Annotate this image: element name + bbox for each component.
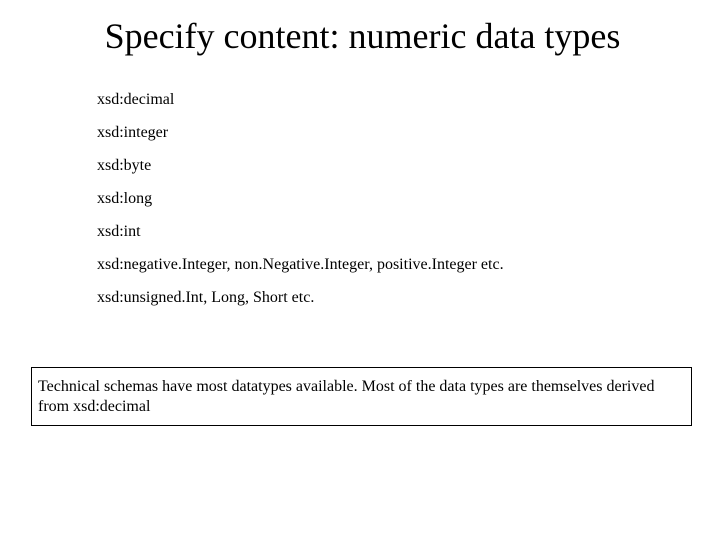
list-item: xsd:negative.Integer, non.Negative.Integer, positive.Integer etc.	[97, 256, 504, 273]
list-item: xsd:byte	[97, 157, 152, 174]
datatype-list	[97, 87, 504, 318]
list-item: xsd:decimal	[97, 91, 175, 108]
note-box: Technical schemas have most datatypes available. Most of the data types are themselves derived from xsd:decimal	[31, 367, 692, 426]
slide-title: Specify content: numeric data types	[104, 16, 621, 56]
list-item: xsd:unsigned.Int, Long, Short etc.	[97, 289, 315, 306]
list-item: xsd:int	[97, 223, 141, 240]
list-item: xsd:long	[97, 190, 153, 207]
list-item: xsd:integer	[97, 124, 169, 141]
